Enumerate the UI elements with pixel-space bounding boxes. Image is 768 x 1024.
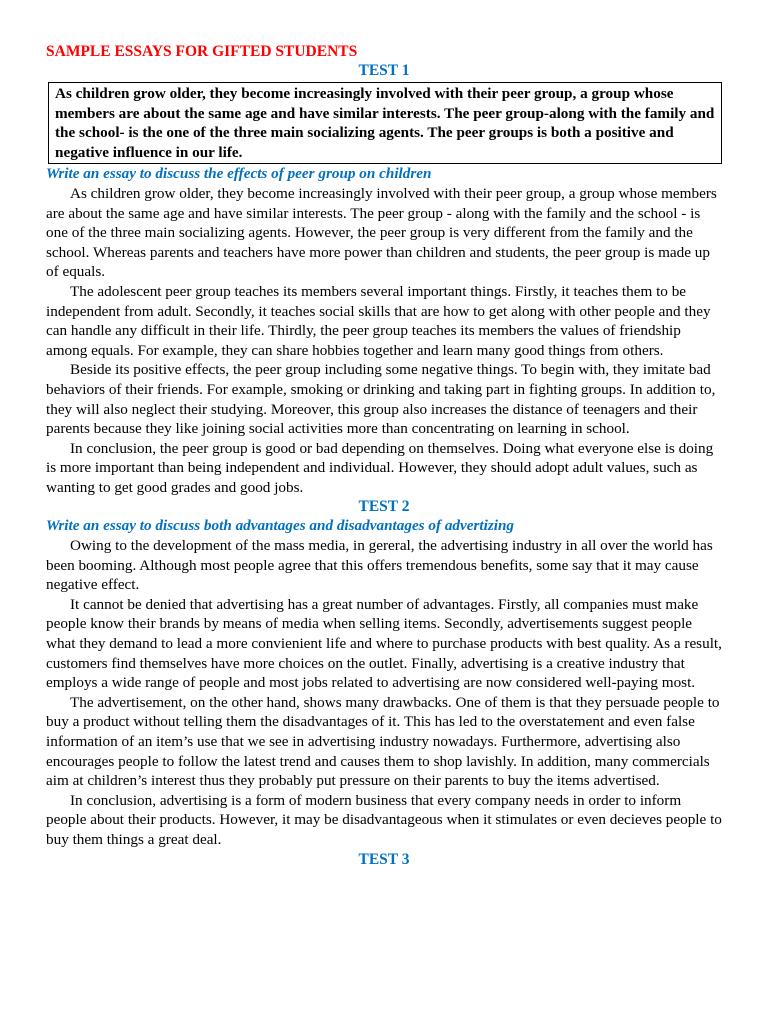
test-1-paragraph-4: In conclusion, the peer group is good or bad depending on themselves. Doing what everyone else is doing is more important than being independent and individual. However, they should adopt adult values, such as wanting to get good grades and good jobs. bbox=[46, 439, 714, 496]
test-2-essay-title: Write an essay to discuss both advantages and disadvantages of advertizing bbox=[46, 517, 515, 535]
test-1-essay-title: Write an essay to discuss the effects of peer group on children bbox=[46, 165, 432, 183]
test-1-heading: TEST 1 bbox=[358, 62, 410, 79]
test-2-paragraph-1: Owing to the development of the mass media, in gereral, the advertising industry in all over the world has been booming. Although most people agree that this offers tremendous benefits, some say that it may cause negative effect. bbox=[46, 537, 713, 594]
test-1-prompt-box: As children grow older, they become increasingly involved with their peer group, a group whose members are about the same age and have similar interests. The peer group-along with the family and the school- is the one of the three main socializing agents. The peer groups is both a positive and negative influence in our life. bbox=[48, 82, 722, 164]
test-3-heading: TEST 3 bbox=[358, 850, 410, 868]
test-2-paragraph-2: It cannot be denied that advertising has a great number of advantages. Firstly, all companies must make people know their brands by means of media when selling items. Secondly, advertisements suggest people what they demand to lead a more convienient life and where to purchase products with best quality. As a result, customers find themselves have more choices on the outlet. Finally, advertising is a creative industry that employs a wide range of people and most jobs related to advertising are now considered well-paying most. bbox=[46, 595, 722, 692]
test-1-paragraph-3: Beside its positive effects, the peer group including some negative things. To begin with, they imitate bad behaviors of their friends. For example, smoking or drinking and taking part in fighting groups. In addition to, they will also neglect their studying. Moreover, this group also increases the distance of teenagers and their parents because they like joining social activities more than concentrating on learning in school. bbox=[46, 361, 716, 438]
test-3-section bbox=[46, 850, 722, 869]
test-2-paragraph-4: In conclusion, advertising is a form of modern business that every company needs in order to inform people about their products. However, it may be disadvantageous when it stimulates or even decieves people to buy them things a great deal. bbox=[46, 791, 722, 848]
test-1-section bbox=[46, 61, 722, 497]
test-2-section bbox=[46, 497, 722, 849]
test-2-heading: TEST 2 bbox=[358, 498, 410, 516]
test-1-paragraph-1: As children grow older, they become increasingly involved with their peer group, a group whose members are about the same age and have similar interests. The peer group - along with the family and the school - is one of the three main socializing agents. However, the peer group is very different from the family and the school. Whereas parents and teachers have more power than children and students, the peer group is made up of equals. bbox=[46, 184, 717, 281]
document-page bbox=[46, 42, 722, 869]
test-2-paragraph-3: The advertisement, on the other hand, shows many drawbacks. One of them is that they persuade people to buy a product without telling them the disadvantages of it. This has led to the overstatement and even false information of an item’s use that we see in advertising industry nowadays. Furthermore, advertising also encourages people to follow the latest trend and causes them to shop lavishly. In addition, many commercials aim at children’s interest thus they probably put pressure on their parents to buy the items advertised. bbox=[46, 693, 720, 790]
test-1-paragraph-2: The adolescent peer group teaches its members several important things. Firstly, it teaches them to be independent from adult. Secondly, it teaches social skills that are how to get along with other people and they can handle any difficult in their life. Thirdly, the peer group teaches its members the values of friendship among equals. For example, they can share hobbies together and learn many good things from others. bbox=[46, 282, 711, 359]
document-title: SAMPLE ESSAYS FOR GIFTED STUDENTS bbox=[46, 43, 358, 60]
